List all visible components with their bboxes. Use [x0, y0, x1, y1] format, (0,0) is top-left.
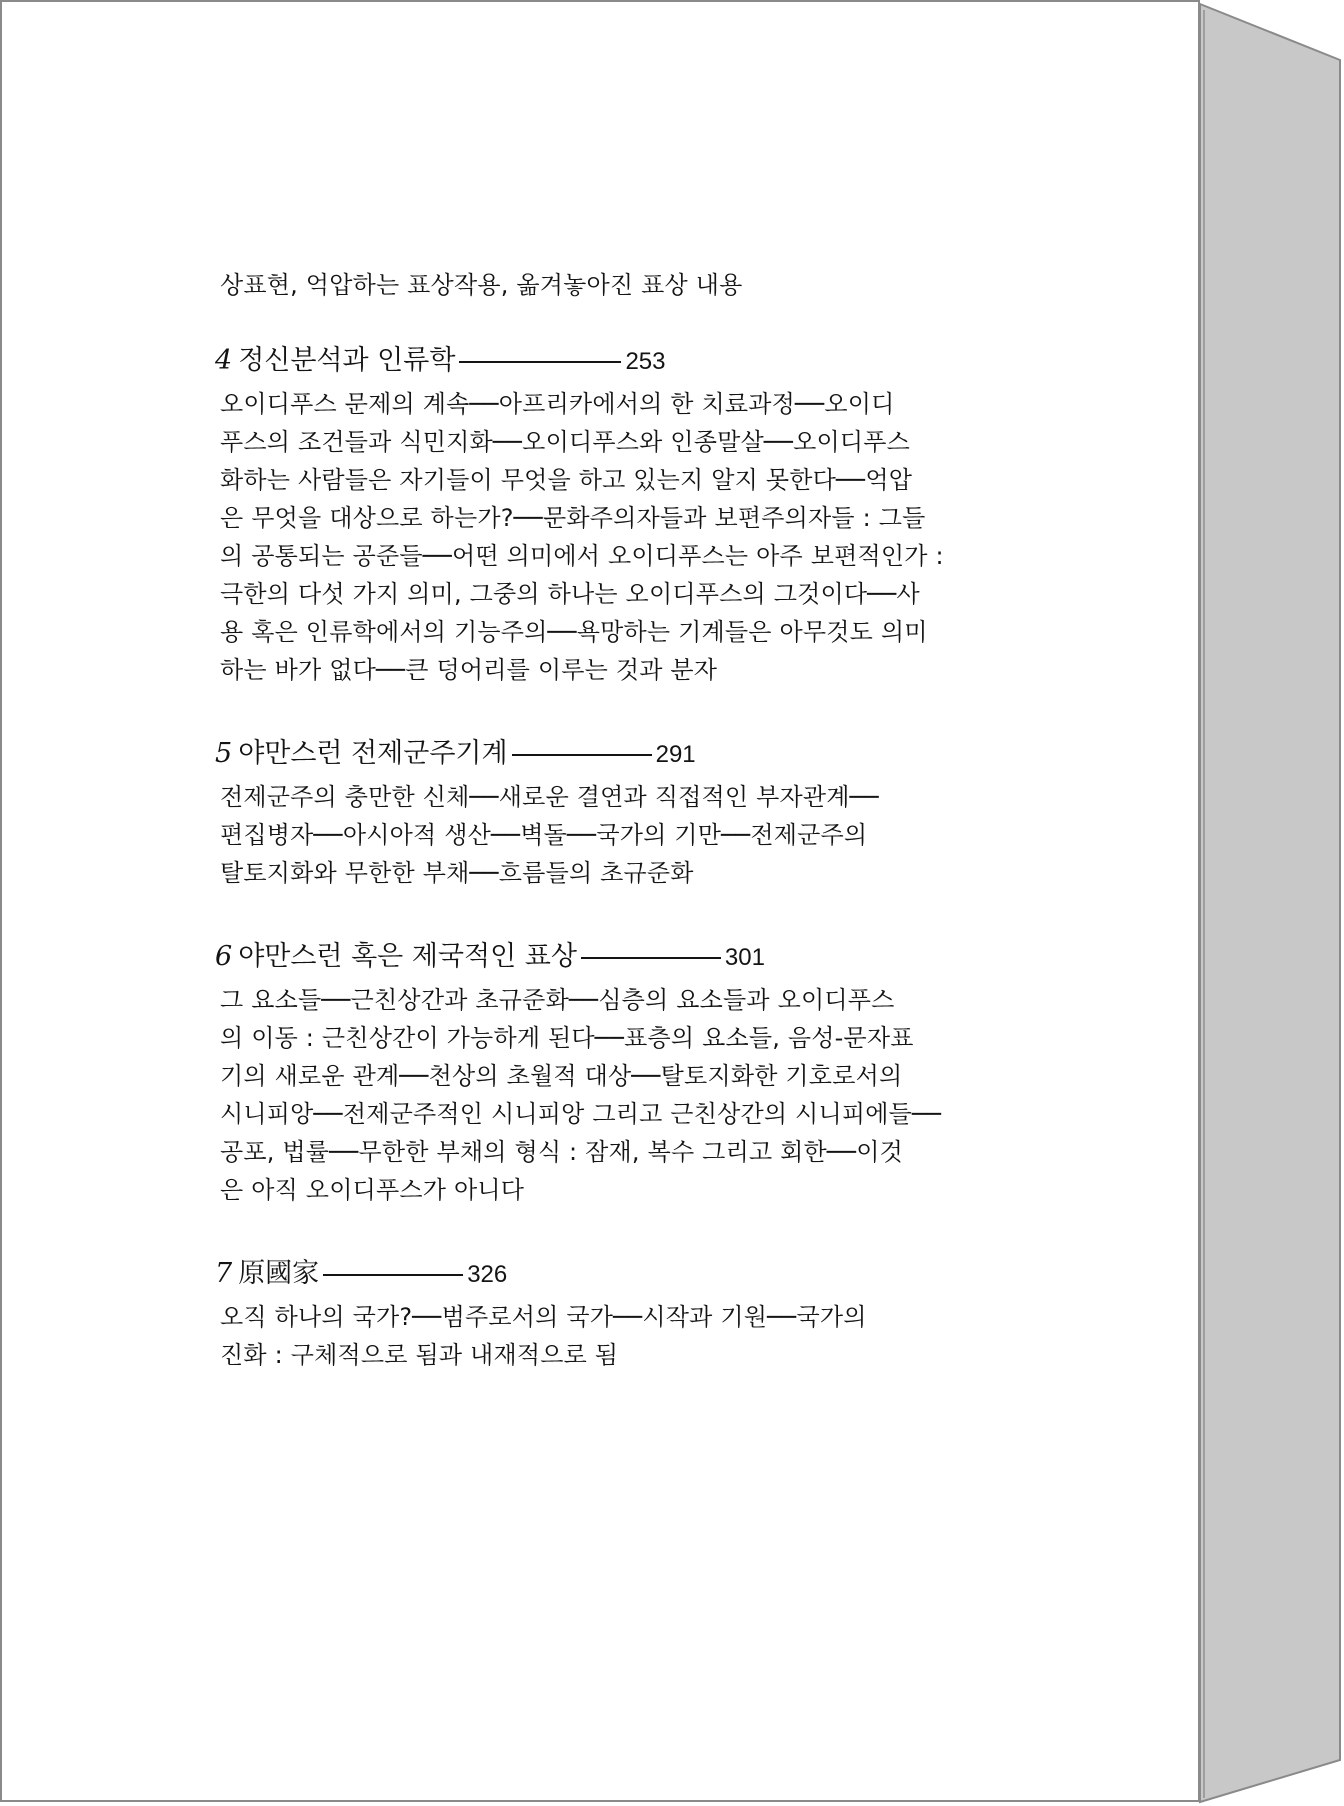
section-title: 야만스런 전제군주기계 — [238, 738, 508, 769]
leader-dash — [323, 1274, 463, 1276]
description-line: 탈토지화와 무한한 부채──흐름들의 초규준화 — [220, 859, 694, 887]
section-title: 야만스런 혹은 제국적인 표상 — [238, 941, 577, 972]
page-number: 253 — [625, 348, 666, 375]
description-line: 전제군주의 충만한 신체──새로운 결연과 직접적인 부자관계── — [220, 783, 879, 811]
leader-dash — [512, 754, 652, 756]
section-title: 정신분석과 인류학 — [238, 345, 456, 376]
section-heading — [215, 343, 995, 379]
description-line: 은 무엇을 대상으로 하는가?──문화주의자들과 보편주의자들 : 그들 — [220, 504, 926, 532]
toc-section-6 — [215, 939, 1000, 1209]
section-heading — [215, 1256, 995, 1292]
section-description — [220, 1298, 1000, 1374]
description-line: 의 공통되는 공준들──어떤 의미에서 오이디푸스는 아주 보편적인가 : — [220, 542, 944, 570]
toc-section-7 — [215, 1256, 1000, 1374]
leader-dash — [581, 957, 721, 959]
description-line: 오이디푸스 문제의 계속──아프리카에서의 한 치료과정──오이디 — [220, 390, 895, 418]
section-heading — [215, 736, 995, 772]
description-line: 의 이동 : 근친상간이 가능하게 된다──표층의 요소들, 음성-문자표 — [220, 1024, 914, 1052]
description-line: 화하는 사람들은 자기들이 무엇을 하고 있는지 알지 못한다──억압 — [220, 466, 913, 494]
description-line: 오직 하나의 국가?──범주로서의 국가──시작과 기원──국가의 — [220, 1303, 867, 1331]
intro-line: 상표현, 억압하는 표상작용, 옮겨놓아진 표상 내용 — [220, 271, 743, 299]
page-number: 301 — [724, 944, 765, 971]
description-line: 극한의 다섯 가지 의미, 그중의 하나는 오이디푸스의 그것이다──사 — [220, 580, 920, 608]
description-line: 공포, 법률──무한한 부채의 형식 : 잠재, 복수 그리고 회한──이것 — [220, 1138, 904, 1166]
page-number: 291 — [655, 741, 696, 768]
description-line: 용 혹은 인류학에서의 기능주의──욕망하는 기계들은 아무것도 의미 — [220, 618, 928, 646]
description-line: 은 아직 오이디푸스가 아니다 — [220, 1176, 525, 1204]
section-title: 原國家 — [238, 1258, 320, 1289]
section-number: 4 — [215, 345, 233, 376]
section-number: 5 — [215, 738, 233, 769]
section-heading — [215, 939, 995, 975]
toc-section-4 — [215, 343, 1000, 689]
section-description — [220, 981, 1000, 1209]
description-line: 하는 바가 없다──큰 덩어리를 이루는 것과 분자 — [220, 656, 718, 684]
section-number: 6 — [215, 941, 233, 972]
description-line: 푸스의 조건들과 식민지화──오이디푸스와 인종말살──오이디푸스 — [220, 428, 911, 456]
section-number: 7 — [215, 1258, 233, 1289]
page-number: 326 — [467, 1261, 508, 1288]
description-line: 시니피앙──전제군주적인 시니피앙 그리고 근친상간의 시니피에들── — [220, 1100, 942, 1128]
section-description — [220, 778, 1000, 892]
toc-section-5 — [215, 736, 1000, 892]
description-line: 편집병자──아시아적 생산──벽돌──국가의 기만──전제군주의 — [220, 821, 868, 849]
table-of-contents — [215, 270, 1000, 1374]
description-line: 기의 새로운 관계──천상의 초월적 대상──탈토지화한 기호로서의 — [220, 1062, 903, 1090]
description-line: 진화 : 구체적으로 됨과 내재적으로 됨 — [220, 1341, 619, 1369]
leader-dash — [459, 361, 621, 363]
section-description — [220, 385, 1000, 689]
description-line: 그 요소들──근친상간과 초규준화──심층의 요소들과 오이디푸스 — [220, 986, 895, 1014]
